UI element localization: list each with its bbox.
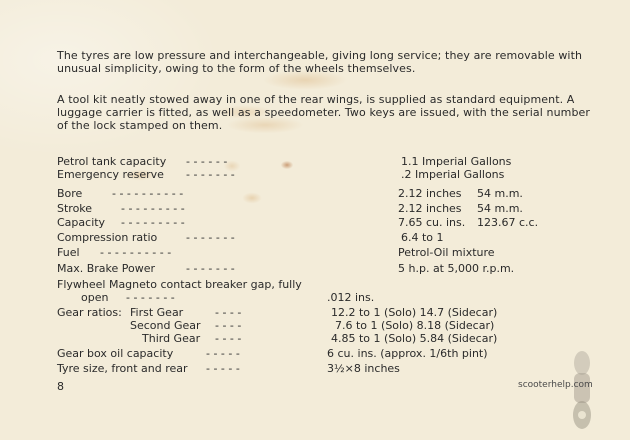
spec-label-first-gear: First Gear [130, 306, 184, 319]
spec-value-flywheel: .012 ins. [327, 291, 375, 304]
paragraph-line: A tool kit neatly stowed away in one of the rear wings, is supplied as standard equipment. A [57, 93, 575, 106]
leader-dashes: - - - - - - - - - [121, 216, 185, 229]
paragraph-line: unusual simplicity, owing to the form of the wheels themselves. [57, 62, 416, 75]
spec-value-emergency: .2 Imperial Gallons [401, 168, 505, 181]
spec-label-gear-ratios: Gear ratios: [57, 306, 122, 319]
spec-label-bore: Bore [57, 187, 83, 200]
spec-value-fuel: Petrol-Oil mixture [398, 246, 495, 259]
spec-label-second-gear: Second Gear [130, 319, 201, 332]
spec-value-bore: 2.12 inches [398, 187, 462, 200]
leader-dashes: - - - - - - - [186, 262, 235, 275]
scooter-logo-icon [562, 345, 602, 435]
spec-value-brake-power: 5 h.p. at 5,000 r.p.m. [398, 262, 515, 275]
spec-label-petrol-tank: Petrol tank capacity [57, 155, 167, 168]
spec-label-capacity: Capacity [57, 216, 106, 229]
spec-value-compression: 6.4 to 1 [401, 231, 444, 244]
spec-label-compression: Compression ratio [57, 231, 158, 244]
spec-value-first-gear: 12.2 to 1 (Solo) 14.7 (Sidecar) [331, 306, 498, 319]
tool-kit-paragraph [57, 93, 597, 132]
spec-label-gearbox-oil: Gear box oil capacity [57, 347, 174, 360]
spec-label-brake-power: Max. Brake Power [57, 262, 156, 275]
watermark-text: scooterhelp.com [518, 380, 593, 390]
spec-label-emergency: Emergency reserve [57, 168, 164, 181]
spec-value-gearbox-oil: 6 cu. ins. (approx. 1/6th pint) [327, 347, 488, 360]
spec-label-flywheel-cont: open [81, 291, 109, 304]
spec-value-stroke: 2.12 inches [398, 202, 462, 215]
leader-dashes: - - - - [215, 319, 242, 332]
leader-dashes: - - - - [215, 306, 242, 319]
spec-value-bore-mm: 54 m.m. [477, 187, 523, 200]
spec-value-capacity: 7.65 cu. ins. [398, 216, 466, 229]
spec-value-stroke-mm: 54 m.m. [477, 202, 523, 215]
spec-value-petrol-tank: 1.1 Imperial Gallons [401, 155, 512, 168]
spec-label-fuel: Fuel [57, 246, 80, 259]
paragraph-line: of the lock stamped on them. [57, 119, 223, 132]
leader-dashes: - - - - - [206, 347, 240, 360]
leader-dashes: - - - - - - - - - [121, 202, 185, 215]
paragraph-line: The tyres are low pressure and interchangeable, giving long service; they are removable with [57, 49, 583, 62]
tyres-paragraph [57, 49, 597, 75]
leader-dashes: - - - - - - [186, 155, 228, 168]
spec-label-stroke: Stroke [57, 202, 93, 215]
leader-dashes: - - - - - - - [126, 291, 175, 304]
leader-dashes: - - - - - - - [186, 168, 235, 181]
leader-dashes: - - - - - - - - - - [112, 187, 184, 200]
leader-dashes: - - - - - - - - - - [100, 246, 172, 259]
spec-label-tyre-size: Tyre size, front and rear [57, 362, 188, 375]
spec-value-second-gear: 7.6 to 1 (Solo) 8.18 (Sidecar) [335, 319, 495, 332]
leader-dashes: - - - - - - - [186, 231, 235, 244]
spec-value-third-gear: 4.85 to 1 (Solo) 5.84 (Sidecar) [331, 332, 498, 345]
spec-label-flywheel: Flywheel Magneto contact breaker gap, fully [57, 278, 302, 291]
leader-dashes: - - - - [215, 332, 242, 345]
spec-value-tyre-size: 3½×8 inches [327, 362, 400, 375]
spec-label-third-gear: Third Gear [142, 332, 201, 345]
leader-dashes: - - - - - [206, 362, 240, 375]
page-number: 8 [57, 380, 64, 393]
spec-value-capacity-cc: 123.67 c.c. [477, 216, 539, 229]
paragraph-line: luggage carrier is fitted, as well as a speedometer. Two keys are issued, with the serial number [57, 106, 591, 119]
